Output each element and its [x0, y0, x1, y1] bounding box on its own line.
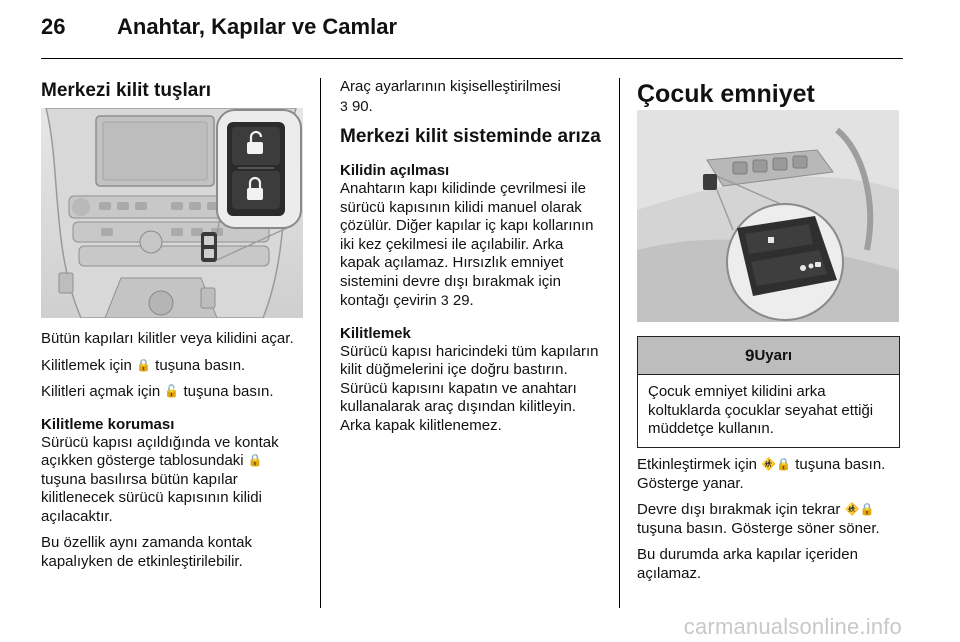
page-ref: 90.	[351, 97, 373, 115]
subheading-lock-protection: Kilitleme koruması	[41, 415, 175, 433]
text: Sürücü kapısı açıldığında ve kontak açıkken gösterge tablosundaki	[41, 433, 279, 469]
child-lock-icon: 🚸🔒	[761, 457, 792, 471]
text: Araç ayarlarının kişiselleştirilmesi	[340, 78, 561, 95]
left-column	[41, 80, 303, 102]
text: Etkinleştirmek için	[637, 456, 758, 473]
page-header	[41, 14, 397, 44]
paragraph	[41, 434, 303, 527]
child-lock-icon: 🚸🔒	[844, 502, 875, 516]
paragraph-unlock	[41, 383, 303, 402]
text: tuşuna basın. Gösterge söner söner.	[637, 519, 880, 537]
warning-body: Çocuk emniyet kilidini arka koltuklarda çocuklar seyahat ettiği müddetçe kullanın.	[648, 383, 874, 437]
paragraph: Sürücü kapısı haricindeki tüm kapıların kilit düğmelerini içe doğru bastırın. Sürücü kapısını kapatın ve anahtarı kullanalarak araç dışından kilitleyin. Arka kapak kilitlenemez.	[340, 342, 599, 434]
warning-header	[638, 337, 899, 375]
column-divider-1	[320, 78, 321, 608]
section-heading-child-locks: Çocuk emniyet	[637, 80, 815, 108]
text: tuşuna basılırsa bütün kapılar kilitlenecek sürücü kapısının kilidi açılacaktır.	[41, 470, 262, 525]
paragraph	[637, 501, 905, 538]
middle-column	[340, 78, 606, 435]
page-ref: 29.	[452, 292, 474, 309]
right-column-text	[637, 456, 905, 583]
paragraph: Bu durumda arka kapılar içeriden açılamaz.	[637, 546, 858, 582]
text: Devre dışı bırakmak için tekrar	[637, 501, 841, 518]
lock-icon: 🔒	[136, 357, 151, 372]
subheading-locking: Kilitlemek	[340, 324, 411, 342]
warning-title: Uyarı	[754, 347, 792, 364]
paragraph	[637, 456, 905, 493]
text: tuşuna basın.	[183, 383, 274, 400]
child-lock-door-figure	[637, 110, 899, 322]
paragraph: Bütün kapıları kilitler veya kilidini açar.	[41, 330, 294, 347]
left-column-text	[41, 330, 303, 571]
arrow-icon: 3	[440, 292, 449, 308]
page-number: 26	[41, 14, 66, 39]
section-heading-central-lock: Merkezi kilit tuşları	[41, 80, 212, 101]
paragraph-lock	[41, 357, 303, 376]
subheading-unlocking: Kilidin açılması	[340, 162, 450, 179]
warning-box	[637, 336, 900, 448]
paragraph: Bu özellik aynı zamanda kontak kapalıyken de etkinleştirilebilir.	[41, 534, 252, 570]
header-rule	[41, 58, 903, 59]
arrow-icon: 3	[340, 97, 348, 114]
warning-icon: 9	[745, 345, 755, 365]
paragraph	[340, 180, 606, 311]
text: Anahtarın kapı kilidinde çevrilmesi ile sürücü kapısının kilidi manuel olarak çözülür. Diğer kapılar iç kapı kollarının iki kez çekilmesi ile açılabilir. Arka kapak açılamaz. Hırsızlık emniyet sistemini devre dışı bırakmak için kontağı çevirin	[340, 180, 594, 309]
text: Kilitleri açmak için	[41, 383, 161, 400]
section-heading-fault: Merkezi kilit sisteminde arıza	[340, 126, 601, 147]
text: tuşuna basın. Gösterge yanar.	[637, 456, 886, 492]
watermark: carmanualsonline.info	[683, 614, 902, 639]
page-title: Anahtar, Kapılar ve Camlar	[117, 14, 398, 39]
text: tuşuna basın.	[155, 356, 246, 374]
column-divider-2	[619, 78, 620, 608]
unlock-icon: 🔓	[164, 384, 180, 398]
lock-icon: 🔒	[247, 453, 263, 467]
paragraph	[340, 78, 606, 116]
dashboard-lock-buttons-figure	[41, 108, 303, 318]
text: Kilitlemek için	[41, 356, 132, 374]
